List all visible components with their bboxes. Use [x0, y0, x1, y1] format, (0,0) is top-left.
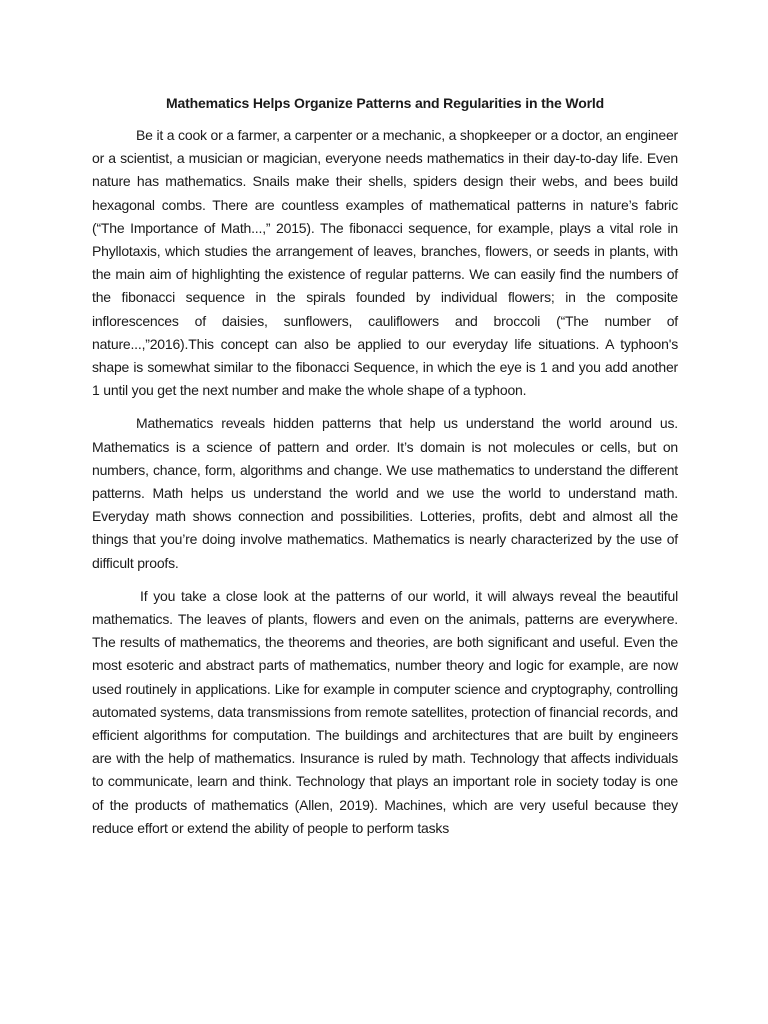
- document-title: Mathematics Helps Organize Patterns and Regularities in the World: [165, 95, 605, 111]
- paragraph-1: Be it a cook or a farmer, a carpenter or a mechanic, a shopkeeper or a doctor, an engineer or a scientist, a musician or magician, everyone needs mathematics in their day-to-day life. Even nature has mathematics. Snails make their shells, spiders design their webs, and bees build hexagonal combs. There are countless examples of mathematical patterns in nature’s fabric (“The Importance of Math...,” 2015). The fibonacci sequence, for example, plays a vital role in Phyllotaxis, which studies the arrangement of leaves, branches, flowers, or seeds in plants, with the main aim of highlighting the existence of regular patterns. We can easily find the numbers of the fibonacci sequence in the spirals founded by individual flowers; in the composite inflorescences of daisies, sunflowers, cauliflowers and broccoli (“The number of nature...,”2016).This concept can also be applied to our everyday life situations. A typhoon's shape is somewhat similar to the fibonacci Sequence, in which the eye is 1 and you add another 1 until you get the next number and make the whole shape of a typhoon.: [92, 127, 678, 399]
- paragraph-2: Mathematics reveals hidden patterns that help us understand the world around us. Mathematics is a science of pattern and order. It’s domain is not molecules or cells, but on numbers, chance, form, algorithms and change. We use mathematics to understand the different patterns. Math helps us understand the world and we use the world to understand math. Everyday math shows connection and possibilities. Lotteries, profits, debt and almost all the things that you’re doing involve mathematics. Mathematics is nearly characterized by the use of difficult proofs.: [92, 415, 678, 571]
- document-body: [92, 92, 678, 850]
- paragraph-3: If you take a close look at the patterns of our world, it will always reveal the beautiful mathematics. The leaves of plants, flowers and even on the animals, patterns are everywhere. The results of mathematics, the theorems and theories, are both significant and useful. Even the most esoteric and abstract parts of mathematics, number theory and logic for example, are now used routinely in applications. Like for example in computer science and cryptography, controlling automated systems, data transmissions from remote satellites, protection of financial records, and efficient algorithms for computation. The buildings and architectures that are built by engineers are with the help of mathematics. Insurance is ruled by math. Technology that affects individuals to communicate, learn and think. Technology that plays an important role in society today is one of the products of mathematics (Allen, 2019). Machines, which are very useful because they reduce effort or extend the ability of people to perform tasks: [92, 587, 678, 836]
